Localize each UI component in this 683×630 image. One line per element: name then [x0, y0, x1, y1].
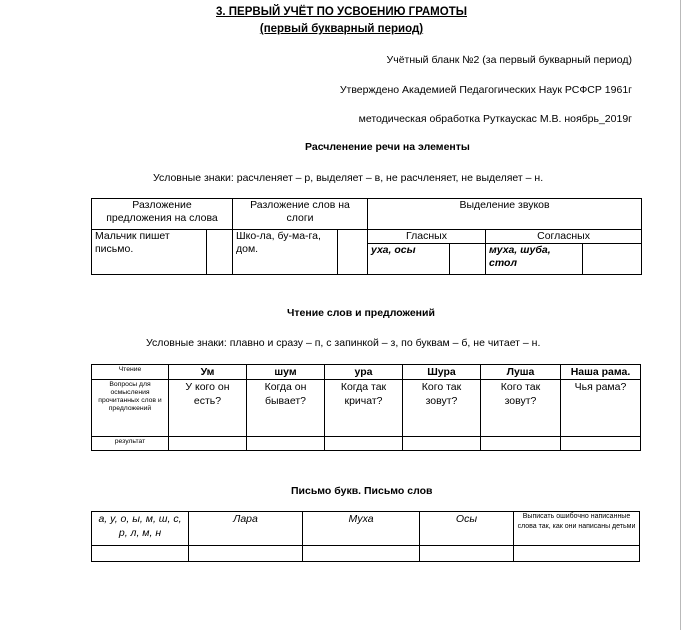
header-words-line2: слоги — [286, 212, 314, 224]
question-6: Чья рама? — [561, 380, 641, 437]
header-sentence-cell — [92, 199, 233, 230]
writing-cell-2[interactable] — [189, 546, 303, 562]
word-nasha-rama: Наша рама. — [561, 365, 641, 380]
row-label-questions: Вопросы для осмысления прочитанных слов и предложений — [92, 380, 169, 437]
document-title: 3. ПЕРВЫЙ УЧЁТ ПО УСВОЕНИЮ ГРАМОТЫ — [216, 6, 467, 18]
word-lara: Лара — [189, 512, 303, 546]
question-4: Кого так зовут? — [403, 380, 481, 437]
result-cell-4[interactable] — [403, 437, 481, 451]
header-words-cell — [233, 199, 368, 230]
reading-table — [91, 364, 641, 451]
question-2: Когда он бывает? — [247, 380, 325, 437]
page-right-edge — [680, 0, 681, 630]
sentence-text-cell: Мальчик пишет письмо. — [92, 230, 207, 275]
instruction-note: Выписать ошибочно написанные слова так, как они написаны детьми — [514, 512, 640, 546]
approved-line: Утверждено Академией Педагогических Наук РСФСР 1961г — [339, 84, 632, 96]
vowels-text-cell: уха, осы — [368, 244, 450, 275]
speech-analysis-table — [91, 198, 642, 275]
question-5: Кого так зовут? — [481, 380, 561, 437]
section1-legend: Условные знаки: расчленяет – р, выделяет – в, не расчленяет, не выделяет – н. — [153, 172, 544, 184]
word-um: Ум — [169, 365, 247, 380]
result-cell-6[interactable] — [561, 437, 641, 451]
result-cell-2[interactable] — [247, 437, 325, 451]
row-label-result: результат — [92, 437, 169, 451]
vowels-result-cell[interactable] — [450, 244, 486, 275]
section1-title: Расчленение речи на элементы — [305, 141, 470, 153]
document-subtitle: (первый букварный период) — [259, 23, 424, 35]
consonants-result-cell[interactable] — [583, 244, 642, 275]
result-cell-3[interactable] — [325, 437, 403, 451]
writing-cell-1[interactable] — [92, 546, 189, 562]
form-line: Учётный бланк №2 (за первый букварный период) — [386, 54, 632, 66]
row-label-reading: Чтение — [92, 365, 169, 380]
word-shum: шум — [247, 365, 325, 380]
word-lusha: Луша — [481, 365, 561, 380]
result-cell-1[interactable] — [169, 437, 247, 451]
header-sentence-line2: предложения на слова — [106, 212, 218, 224]
result-cell-5[interactable] — [481, 437, 561, 451]
header-sounds-cell: Выделение звуков — [368, 199, 642, 230]
writing-cell-3[interactable] — [303, 546, 420, 562]
header-vowels-cell: Гласных — [368, 230, 486, 244]
word-ura: ура — [325, 365, 403, 380]
sentence-result-cell[interactable] — [207, 230, 233, 275]
section3-title: Письмо букв. Письмо слов — [291, 485, 433, 497]
letters-cell: а, у, о, ы, м, ш, с, р, л, м, н — [92, 512, 189, 546]
question-3: Когда так кричат? — [325, 380, 403, 437]
method-line: методическая обработка Руткаускас М.В. ноябрь_2019г — [358, 113, 632, 125]
word-osy: Осы — [420, 512, 514, 546]
word-shura: Шура — [403, 365, 481, 380]
header-sentence-line1: Разложение — [132, 199, 192, 211]
question-1: У кого он есть? — [169, 380, 247, 437]
word-mukha: Муха — [303, 512, 420, 546]
section2-legend: Условные знаки: плавно и сразу – п, с запинкой – з, по буквам – б, не читает – н. — [146, 337, 541, 349]
writing-cell-4[interactable] — [420, 546, 514, 562]
consonants-text-cell: муха, шуба, стол — [486, 244, 583, 275]
header-words-line1: Разложение слов на — [250, 199, 350, 211]
words-text-cell: Шко-ла, бу-ма-га, дом. — [233, 230, 338, 275]
writing-table — [91, 511, 640, 562]
header-consonants-cell: Согласных — [486, 230, 642, 244]
words-result-cell[interactable] — [338, 230, 368, 275]
writing-cell-5[interactable] — [514, 546, 640, 562]
section2-title: Чтение слов и предложений — [287, 307, 435, 319]
